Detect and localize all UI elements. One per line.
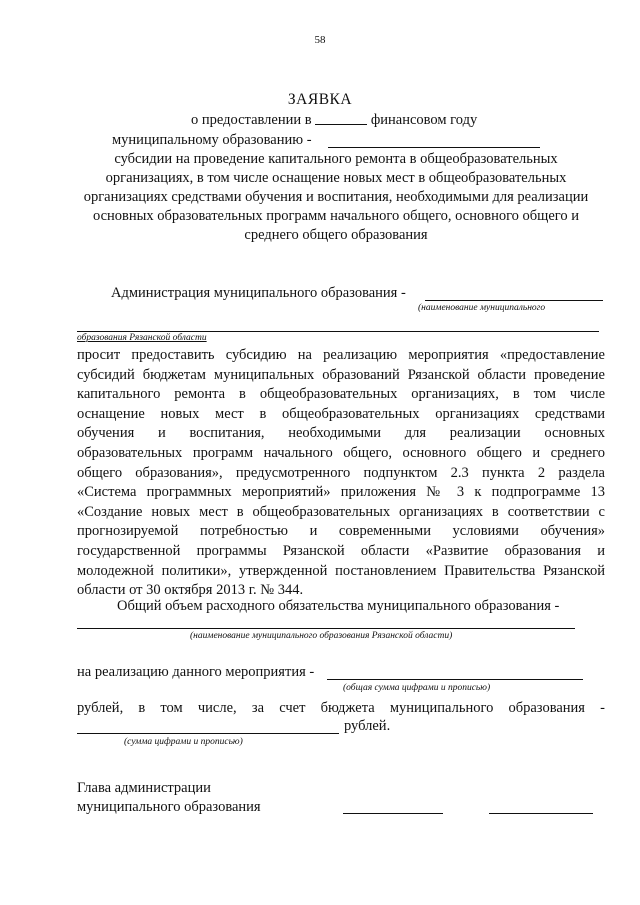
admin-prefix: Администрация муниципального образования - — [111, 285, 406, 301]
header-line-2-prefix: муниципальному образованию - — [112, 132, 312, 148]
request-line: капитального ремонта в общеобразовательных организациях, в том числе — [77, 386, 605, 403]
total-sum-note: (общая сумма цифрами и прописью) — [343, 683, 491, 693]
rubles-line: рублей, в том числе, за счет бюджета муниципального образования - — [77, 700, 605, 716]
header-subject-line-5: среднего общего образования — [244, 227, 428, 243]
admin-name-note: (наименование муниципального — [418, 303, 546, 313]
budget-sum-note: (сумма цифрами и прописью) — [124, 737, 243, 747]
header-line-1-suffix: финансовом году — [370, 112, 478, 128]
total-municipality-blank — [77, 628, 575, 629]
budget-sum-blank — [77, 733, 339, 734]
header-line-2 — [112, 132, 312, 149]
year-blank — [315, 124, 367, 125]
request-line: «Создание новых мест в общеобразовательных организациях в соответствии с — [77, 503, 605, 520]
request-line: прогнозируемой потребностью и современными условиями обучения» — [77, 523, 605, 540]
signature-title-line-2: муниципального образования — [77, 799, 261, 815]
document-title: ЗАЯВКА — [287, 91, 353, 108]
request-line: области от 30 октября 2013 г. № 344. — [77, 582, 304, 599]
header-subject-line-2: организациях, в том числе оснащение новых мест в общеобразовательных — [105, 170, 567, 186]
request-line: образовательных программ начального общего, основного общего и среднего — [77, 444, 605, 461]
request-line: оснащение новых мест в общеобразовательных организациях средствами — [77, 405, 605, 422]
admin-name-blank — [425, 300, 603, 301]
rubles-suffix: рублей. — [344, 718, 391, 734]
signature-name-blank — [489, 813, 593, 814]
request-line: государственной программы Рязанской области «Развитие образования и — [77, 542, 605, 559]
signature-title-line-1: Глава администрации — [77, 780, 211, 796]
signature-blank — [343, 813, 443, 814]
total-municipality-note: (наименование муниципального образования Рязанской области) — [190, 631, 453, 641]
page-number: 58 — [314, 34, 326, 46]
request-line: просит предоставить субсидию на реализацию мероприятия «предоставление — [77, 347, 605, 363]
total-sum-blank — [327, 679, 583, 680]
admin-name-blank-2 — [77, 331, 599, 332]
request-line: обучения и воспитания, необходимыми для реализации основных — [77, 425, 605, 442]
request-line: молодежной политики», утвержденной постановлением Правительства Рязанской — [77, 562, 605, 579]
header-subject-line-3: организациях средствами обучения и воспитания, необходимыми для реализации — [83, 189, 589, 205]
request-line: «Система программных мероприятий» приложения № 3 к подпрограмме 13 — [77, 484, 605, 501]
request-line: общего образования», предусмотренного подпунктом 2.3 пункта 2 раздела — [77, 464, 605, 481]
municipality-blank — [328, 147, 540, 148]
implementation-prefix: на реализацию данного мероприятия - — [77, 664, 315, 680]
request-paragraph — [77, 346, 605, 601]
header-subject-line-4: основных образовательных программ начального общего, основного общего и — [93, 208, 579, 224]
admin-name-note-cont: образования Рязанской области — [77, 333, 207, 343]
request-line: субсидий бюджетам муниципальных образований Рязанской области проведение — [77, 366, 605, 383]
total-obligation-line: Общий объем расходного обязательства муниципального образования - — [117, 598, 560, 614]
header-line-1 — [191, 112, 477, 129]
header-subject-line-1: субсидии на проведение капитального ремонта в общеобразовательных — [114, 151, 558, 167]
header-line-1-prefix: о предоставлении в — [191, 112, 312, 128]
